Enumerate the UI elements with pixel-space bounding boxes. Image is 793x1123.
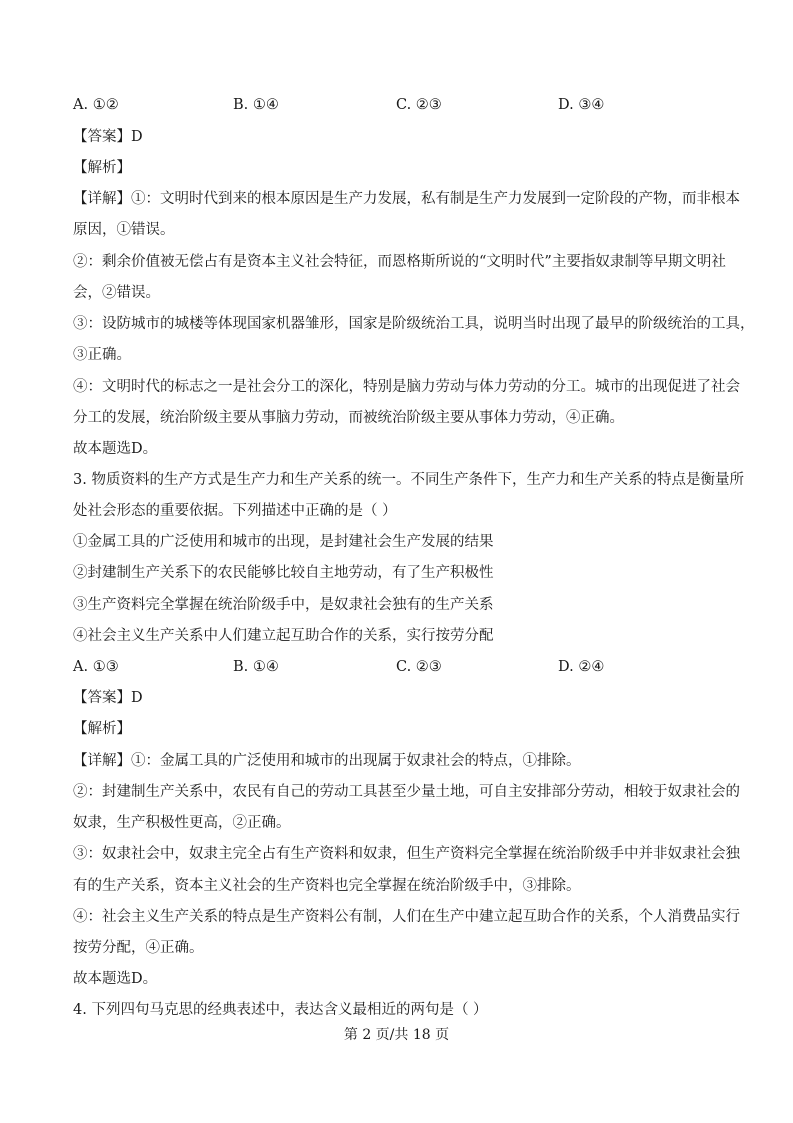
q2-detail-line: 原因，①错误。 xyxy=(73,222,175,238)
q3-detail-line: 【详解】①：金属工具的广泛使用和城市的出现属于奴隶社会的特点，①排除。 xyxy=(73,753,581,769)
q3-detail-line: 按劳分配，④正确。 xyxy=(73,940,204,956)
q3-statement: ③生产资料完全掌握在统治阶级手中，是奴隶社会独有的生产关系 xyxy=(73,597,494,613)
q3-option-c: C. ②③ xyxy=(396,659,442,675)
page-footer: 第 2 页/共 18 页 xyxy=(343,1027,450,1043)
q3-stem-line: 3. 物质资料的生产方式是生产力和生产关系的统一。不同生产条件下，生产力和生产关系的特点是衡量所 xyxy=(73,472,744,488)
q2-detail-line: 分工的发展，统治阶级主要从事脑力劳动，而被统治阶级主要从事体力劳动，④正确。 xyxy=(73,410,624,426)
q2-detail-line: 会，②错误。 xyxy=(73,285,160,301)
q3-answer: 【答案】D xyxy=(73,690,143,706)
q2-answer: 【答案】D xyxy=(73,129,143,145)
q3-detail-line: 奴隶，生产积极性更高，②正确。 xyxy=(73,815,291,831)
q3-option-d: D. ②④ xyxy=(558,659,605,675)
q3-statement: ②封建制生产关系下的农民能够比较自主地劳动，有了生产积极性 xyxy=(73,565,494,581)
q2-detail-line: 【详解】①：文明时代到来的根本原因是生产力发展，私有制是生产力发展到一定阶段的产物，而非根本 xyxy=(73,191,740,207)
q3-detail-line: ③：奴隶社会中，奴隶主完全占有生产资料和奴隶，但生产资料完全掌握在统治阶级手中并非奴隶社会独 xyxy=(73,846,740,862)
q4-stem: 4. 下列四句马克思的经典表述中，表达含义最相近的两句是（ ） xyxy=(73,1002,488,1018)
q3-option-b: B. ①④ xyxy=(233,659,279,675)
q2-options xyxy=(73,95,693,115)
q2-analysis-heading: 【解析】 xyxy=(73,160,131,176)
q3-detail-line: ④：社会主义生产关系的特点是生产资料公有制，人们在生产中建立起互助合作的关系，个人消费品实行 xyxy=(73,909,740,925)
q3-statement: ④社会主义生产关系中人们建立起互助合作的关系，实行按劳分配 xyxy=(73,628,494,644)
q2-option-c: C. ②③ xyxy=(396,97,442,113)
q2-detail-line: ③：设防城市的城楼等体现国家机器雏形，国家是阶级统治工具，说明当时出现了最早的阶级统治的工具， xyxy=(73,316,755,332)
q2-conclusion: 故本题选D。 xyxy=(73,441,158,457)
q3-analysis-heading: 【解析】 xyxy=(73,721,131,737)
q2-option-d: D. ③④ xyxy=(558,97,605,113)
q3-detail-line: 有的生产关系，资本主义社会的生产资料也完全掌握在统治阶级手中，③排除。 xyxy=(73,878,581,894)
q3-statement: ①金属工具的广泛使用和城市的出现，是封建社会生产发展的结果 xyxy=(73,534,494,550)
q2-detail-line: ③正确。 xyxy=(73,347,131,363)
q3-options xyxy=(73,657,693,677)
q3-option-a: A. ①③ xyxy=(73,659,119,675)
q2-option-a: A. ①② xyxy=(73,97,119,113)
q3-stem-line: 处社会形态的重要依据。下列描述中正确的是（ ） xyxy=(73,503,397,519)
q2-detail-line: ④：文明时代的标志之一是社会分工的深化，特别是脑力劳动与体力劳动的分工。城市的出现促进了社会 xyxy=(73,379,740,395)
q2-option-b: B. ①④ xyxy=(233,97,279,113)
q3-conclusion: 故本题选D。 xyxy=(73,971,158,987)
q2-detail-line: ②：剩余价值被无偿占有是资本主义社会特征，而恩格斯所说的“文明时代”主要指奴隶制等早期文明社 xyxy=(73,254,726,270)
q3-detail-line: ②：封建制生产关系中，农民有自己的劳动工具甚至少量土地，可自主安排部分劳动，相较于奴隶社会的 xyxy=(73,784,740,800)
